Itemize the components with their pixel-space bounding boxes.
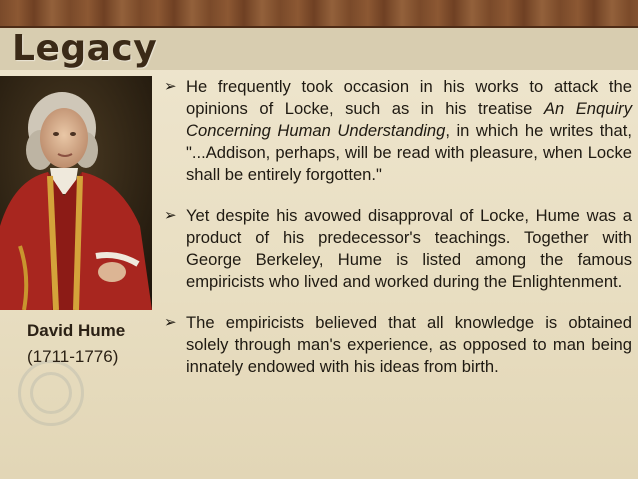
bullet-text: He frequently took occasion in his works to attack the opinions of Locke, such as in his treatise xyxy=(186,77,632,118)
bullet-text: Yet despite his avowed disapproval of Locke, Hume was a product of his predecessor's teachings. Together with George Berkeley, Hume is listed among the famous empiricists who lived and worked during the Enlightenment. xyxy=(186,206,632,291)
david-hume-portrait xyxy=(0,76,152,310)
bullet-text-italic: An Enquiry Concerning Human Understanding xyxy=(186,99,632,140)
caption-name: David Hume xyxy=(27,321,126,340)
bullet-item xyxy=(164,76,632,186)
portrait-caption xyxy=(27,318,149,370)
arrow-bullet-icon: ➢ xyxy=(164,314,177,331)
bullet-text: , in which he writes that, "...Addison, perhaps, will be read with pleasure, when Locke shall be entirely forgotten." xyxy=(186,121,632,184)
bullet-item xyxy=(164,205,632,293)
bullet-list xyxy=(164,76,632,397)
bullet-item xyxy=(164,312,632,378)
caption-years: (1711-1776) xyxy=(27,347,119,366)
arrow-bullet-icon: ➢ xyxy=(164,207,177,224)
decorative-swirl xyxy=(30,372,72,414)
arrow-bullet-icon: ➢ xyxy=(164,78,177,95)
slide-title: Legacy xyxy=(12,28,158,69)
wood-frame-top xyxy=(0,0,638,28)
bullet-text: The empiricists believed that all knowledge is obtained solely through man's experience, as opposed to man being innately endowed with his ideas from birth. xyxy=(186,313,632,376)
